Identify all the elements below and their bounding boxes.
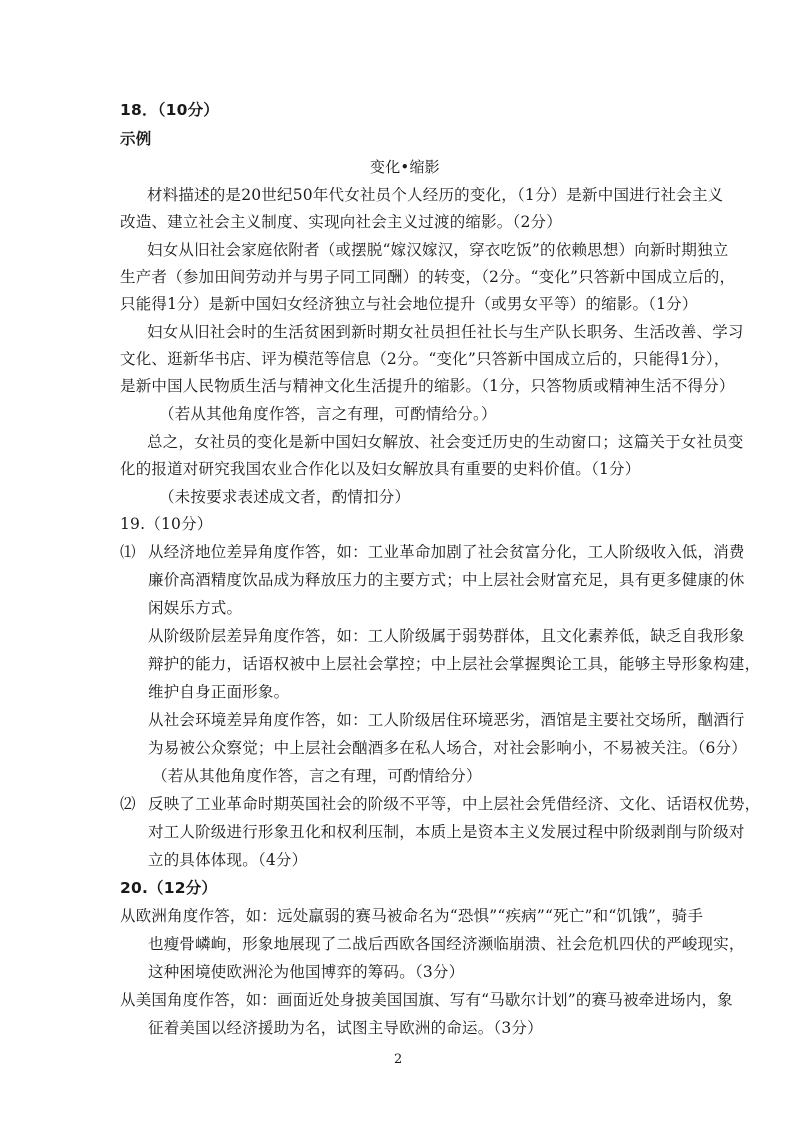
answer-line: 从社会环境差异角度作答，如：工人阶级居住环境恶劣，酒馆是主要社交场所，酗酒行 bbox=[148, 711, 745, 729]
part2-marker: ⑵ bbox=[120, 795, 136, 813]
answer-line: 维护自身正面形象。 bbox=[148, 683, 290, 701]
paragraph-line: 妇女从旧社会时的生活贫困到新时期女社员担任社长与生产队长职务、生活改善、学习 bbox=[147, 323, 744, 341]
page-number: 2 bbox=[394, 1052, 403, 1067]
answer-line: 从欧洲角度作答，如：远处羸弱的赛马被命名为“恐惧”“疾病”“死亡”和“饥饿”，骑手 bbox=[120, 907, 704, 925]
answer-line: 从美国角度作答，如：画面近处身披美国国旗、写有“马歇尔计划”的赛马被牵进场内，象 bbox=[120, 991, 733, 1009]
answer-line: 这种困境使欧洲沦为他国博弈的筹码。（3分） bbox=[148, 963, 465, 981]
answer-line: 对工人阶级进行形象丑化和权利压制，本质上是资本主义发展过程中阶级剥削与阶级对 bbox=[148, 823, 745, 841]
grading-note: （若从其他角度作答，言之有理，可酌情给分。） bbox=[159, 405, 497, 423]
part1-marker: ⑴ bbox=[120, 543, 136, 561]
answer-line: 辩护的能力，话语权被中上层社会掌控；中上层社会掌握舆论工具，能够主导形象构建， bbox=[148, 655, 761, 673]
example-label: 示例 bbox=[120, 130, 152, 148]
q20-header: 20.（12分） bbox=[120, 879, 218, 897]
answer-line: 廉价高酒精度饮品成为释放压力的主要方式；中上层社会财富充足，具有更多健康的休 bbox=[148, 571, 745, 589]
answer-line: 闲娱乐方式。 bbox=[148, 599, 243, 617]
grading-note: （未按要求表述成文者，酌情扣分） bbox=[159, 488, 411, 506]
q18-header: 18．（10分） bbox=[120, 101, 219, 119]
answer-line: 立的具体体现。（4分） bbox=[148, 851, 308, 869]
paragraph-line: 生产者（参加田间劳动并与男子同工同酬）的转变，（2分。“变化”只答新中国成立后的， bbox=[120, 268, 736, 286]
paragraph-line: 材料描述的是20世纪50年代女社员个人经历的变化，（1分）是新中国进行社会主义 bbox=[147, 186, 724, 204]
paragraph-line: 是新中国人民物质生活与精神文化生活提升的缩影。（1分，只答物质或精神生活不得分） bbox=[120, 377, 735, 395]
paragraph-line: 文化、逛新华书店、评为模范等信息（2分。“变化”只答新中国成立后的，只能得1分）， bbox=[120, 350, 730, 368]
essay-title: 变化•缩影 bbox=[370, 158, 440, 176]
paragraph-line: 总之，女社员的变化是新中国妇女解放、社会变迁历史的生动窗口；这篇关于女社员变 bbox=[147, 433, 744, 451]
answer-line: 从阶级阶层差异角度作答，如：工人阶级属于弱势群体，且文化素养低，缺乏自我形象 bbox=[148, 627, 745, 645]
paragraph-line: 化的报道对研究我国农业合作化以及妇女解放具有重要的史料价值。（1分） bbox=[120, 460, 641, 478]
paragraph-line: 妇女从旧社会家庭依附者（或摆脱“嫁汉嫁汉，穿衣吃饭”的依赖思想）向新时期独立 bbox=[147, 241, 729, 259]
q19-header: 19.（10分） bbox=[120, 515, 213, 533]
answer-line: 征着美国以经济援助为名，试图主导欧洲的命运。（3分） bbox=[148, 1019, 543, 1037]
grading-note: （若从其他角度作答，言之有理，可酌情给分） bbox=[152, 767, 482, 785]
paragraph-line: 改造、建立社会主义制度、实现向社会主义过渡的缩影。（2分） bbox=[120, 213, 562, 231]
answer-line: 也瘦骨嶙峋，形象地展现了二战后西欧各国经济濒临崩溃、社会危机四伏的严峻现实， bbox=[148, 935, 745, 953]
answer-line: 从经济地位差异角度作答，如：工业革命加剧了社会贫富分化，工人阶级收入低，消费 bbox=[148, 543, 745, 561]
answer-line: 反映了工业革命时期英国社会的阶级不平等，中上层社会凭借经济、文化、话语权优势， bbox=[148, 795, 761, 813]
answer-line: 为易被公众察觉；中上层社会酗酒多在私人场合，对社会影响小，不易被关注。（6分） bbox=[148, 739, 747, 757]
paragraph-line: 只能得1分）是新中国妇女经济独立与社会地位提升（或男女平等）的缩影。（1分） bbox=[120, 295, 698, 313]
